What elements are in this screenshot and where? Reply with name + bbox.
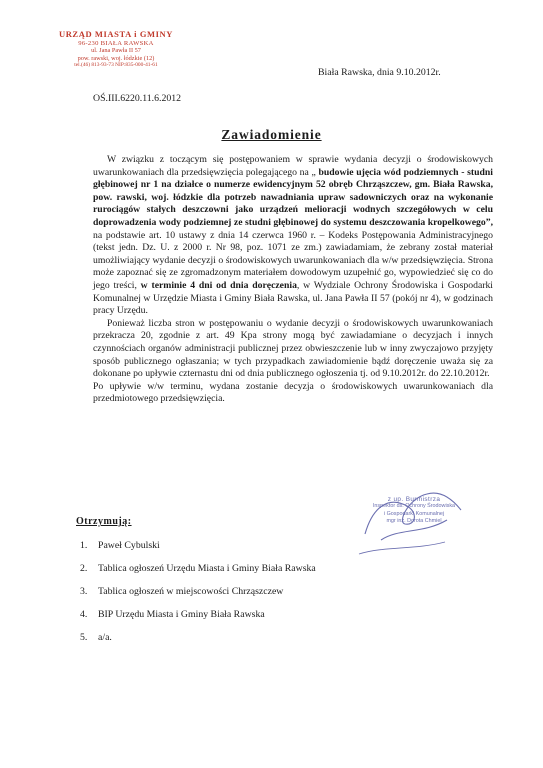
- stamp-position: Inspektor ds. Ochrony Środowiska: [372, 503, 456, 510]
- list-item: [80, 563, 316, 586]
- list-item-text: BIP Urzędu Miasta i Gminy Biała Rawska: [98, 609, 265, 620]
- list-item-number: 3.: [80, 586, 88, 597]
- office-header-stamp: [52, 30, 180, 68]
- office-district: pow. rawski, woj. łódzkie (12): [77, 54, 155, 62]
- deadline-text: w terminie 4 dni od dnia doręczenia: [140, 279, 297, 291]
- signature-stamp: [355, 480, 473, 562]
- paragraph-2: Ponieważ liczba stron w postępowaniu o wydanie decyzji o środowiskowych uwarunkowaniach przekracza 20, zgodnie z art. 49 Kpa strony mogą być zawiadamiane o decyzjach i innych czynnościach organów administracji publicznej przez obwieszczenie lub w inny zwyczajowo przyjęty sposób publicznego ogłaszania; w tych przypadkach zawiadomienie bądź doręczenie uważa się za dokonane po upływie czternastu dni od dnia publicznego ogłoszenia tj. od 9.10.2012r. do 22.10.2012r.: [93, 317, 493, 380]
- list-item: [80, 632, 316, 655]
- list-item: [80, 609, 316, 632]
- list-item: [80, 586, 316, 609]
- list-item-number: 1.: [80, 540, 88, 551]
- list-item-number: 5.: [80, 632, 88, 643]
- paragraph-1: [93, 154, 493, 318]
- paragraph-3: Po upływie w/w terminu, wydana zostanie decyzja o środowiskowych uwarunkowaniach dla przedmiotowego przedsięwzięcia.: [93, 380, 493, 405]
- recipients-heading: Otrzymują:: [76, 516, 132, 527]
- office-name: URZĄD MIASTA i GMINY: [58, 29, 174, 39]
- place-and-date: Biała Rawska, dnia 9.10.2012r.: [318, 67, 441, 78]
- document-title: Zawiadomienie: [221, 127, 322, 142]
- list-item-number: 4.: [80, 609, 88, 620]
- office-street: ul. Jana Pawła II 57: [91, 47, 141, 55]
- recipients-list: [80, 540, 316, 655]
- signature-stamp-text: [355, 496, 473, 526]
- reference-number: OŚ.III.6220.11.6.2012: [93, 93, 182, 104]
- stamp-function: z up. Burmistrza: [387, 496, 441, 503]
- stamp-name: mgr inż. Dorota Chmiel: [386, 518, 442, 525]
- paragraph-1-legal-basis: na podstawie art. 10 ustawy z dnia 14 czerwca 1960 r. – Kodeks Postępowania Administracyjnego (tekst jedn. Dz. U. z 2000 r. Nr 98, poz. 1071 ze zm.) zawiadamiam, że zebrany został materiał umożliwiający wydanie decyzji o środowiskowych uwarunkowaniach dla w/w przedsięwzięcia. Strona może zapoznać się ze zgromadzonym materiałem dowodowym uzupełnić go, wypowiedzieć się co do jego treści,: [93, 229, 493, 291]
- paragraph-1-intro: W związku z toczącym się postępowaniem w sprawie wydania decyzji o środowiskowych uwarunkowaniach dla przedsięwzięcia polegającego na „: [93, 154, 493, 178]
- office-postal-city: 96-230 BIAŁA RAWSKA: [78, 39, 154, 47]
- list-item-text: Tablica ogłoszeń w miejscowości Chrząszczew: [98, 586, 284, 597]
- paragraph-1-end: , w Wydziale Ochrony Środowiska i Gospodarki Komunalnej w Urzędzie Miasta i Gminy Biała Rawska, ul. Jana Pawła II 57 (pokój nr 4), w godzinach pracy Urzędu.: [93, 279, 493, 317]
- document-body: [93, 154, 493, 406]
- stamp-department: i Gospodarki Komunalnej: [383, 510, 445, 517]
- office-phone-nip: tel.(46) 813-93-73 NIP:835-000-41-61: [74, 61, 158, 68]
- list-item: [80, 540, 316, 563]
- list-item-text: Tablica ogłoszeń Urzędu Miasta i Gminy Biała Rawska: [98, 563, 316, 574]
- list-item-text: a/a.: [98, 632, 112, 643]
- list-item-text: Paweł Cybulski: [98, 540, 160, 551]
- list-item-number: 2.: [80, 563, 88, 574]
- project-description: budowie ujęcia wód podziemnych - studni głębinowej nr 1 na działce o numerze ewidencyjnym 52 obręb Chrząszczew, gm. Biała Rawska, pow. rawski, woj. łódzkie dla potrzeb nawadniania upraw sadowniczych oraz na wykonanie rurociągów stałych deszczowni jako urządzeń melioracji wodnych szczegółowych w celu doprowadzenia wody podziemnej ze studni głębinowej do systemu deszczowania kropelkowego”,: [93, 166, 493, 228]
